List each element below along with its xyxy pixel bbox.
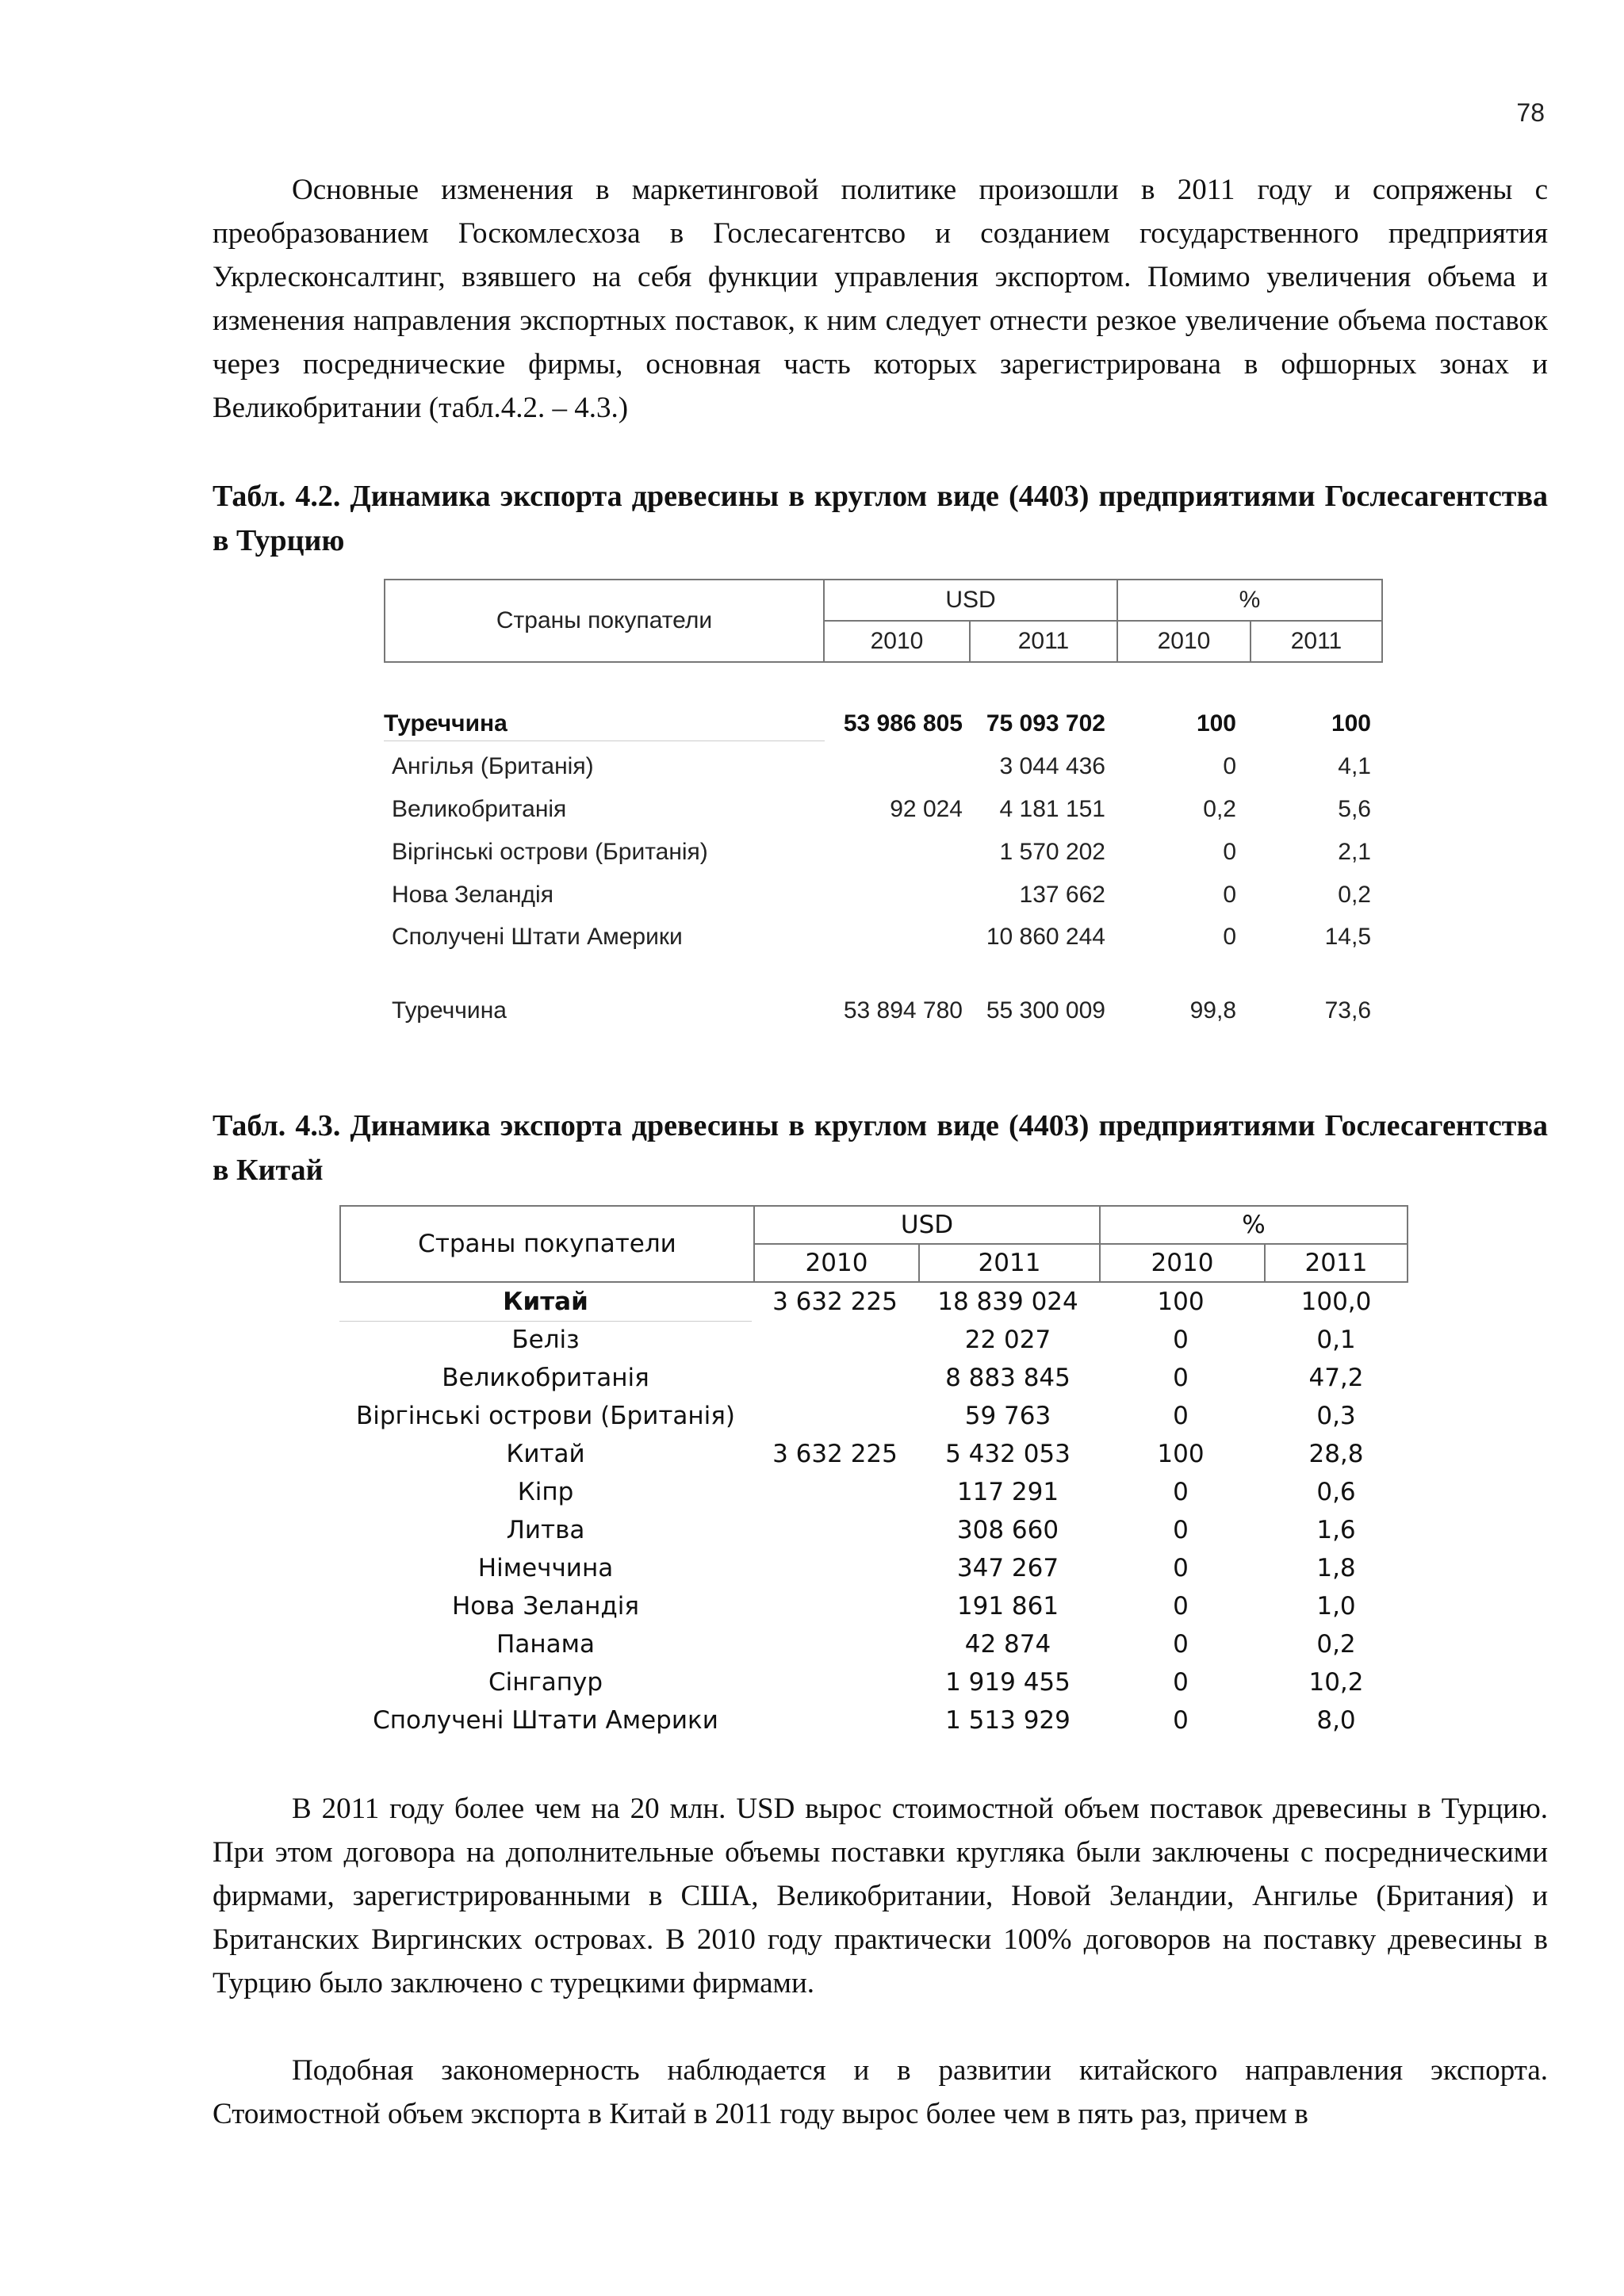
cell-usd-2011: 308 660: [956, 1516, 1059, 1544]
cell-usd-2010: [828, 917, 963, 957]
cell-pct-2011: 0,3: [1316, 1402, 1356, 1430]
cell-pct-2011: 14,5: [1324, 924, 1371, 950]
table-43: [339, 1205, 1408, 1744]
cell-pct-2011: 0,1: [1316, 1326, 1356, 1354]
cell-pct-2010: 99,8: [1189, 997, 1236, 1024]
cell-usd-2010: [752, 1359, 918, 1397]
cell-pct-2010: 100: [1157, 1288, 1205, 1316]
cell-usd-2011: 55 300 009: [986, 997, 1105, 1024]
cell-pct-2011: 1,0: [1316, 1592, 1356, 1621]
cell-usd-2010: [752, 1321, 918, 1359]
cell-usd-2011: 59 763: [964, 1402, 1051, 1430]
cell-usd-2011: 75 093 702: [986, 710, 1105, 737]
cell-pct-2011: 0,2: [1316, 1630, 1356, 1659]
table-42-title: Табл. 4.2. Динамика экспорта древесины в круглом виде (4403) предприятиями Гослесагентства в Турцию: [213, 480, 1548, 557]
table-row: [384, 790, 1383, 829]
cell-usd-2010: [752, 1511, 918, 1549]
header-usd-2011: 2011: [969, 620, 1118, 663]
cell-country: Німеччина: [477, 1554, 614, 1582]
cell-usd-2011: 3 044 436: [999, 753, 1105, 779]
cell-usd-2011: 22 027: [964, 1326, 1051, 1354]
cell-usd-2010: [828, 875, 963, 915]
cell-country: Сінгапур: [488, 1668, 603, 1697]
cell-country: Китай: [506, 1440, 585, 1468]
cell-usd-2011: 347 267: [956, 1554, 1059, 1582]
cell-pct-2011: 0,2: [1338, 882, 1371, 908]
cell-usd-2011: 5 432 053: [945, 1440, 1071, 1468]
header-buyers: Страны покупатели: [384, 579, 825, 663]
header-pct-2011: 2011: [1250, 620, 1383, 663]
cell-usd-2010: 53 986 805: [843, 710, 963, 737]
cell-pct-2010: 0: [1173, 1706, 1189, 1735]
cell-country: Великобританія: [442, 1364, 649, 1392]
cell-usd-2011: 1 919 455: [945, 1668, 1071, 1697]
table-row: [339, 1625, 1408, 1663]
cell-pct-2011: 0,6: [1316, 1478, 1356, 1506]
cell-usd-2011: 137 662: [1019, 882, 1105, 908]
header-pct-2011: 2011: [1264, 1243, 1408, 1283]
table-row: [339, 1283, 1408, 1321]
cell-pct-2011: 47,2: [1308, 1364, 1364, 1392]
cell-pct-2010: 0: [1173, 1516, 1189, 1544]
header-usd: USD: [823, 579, 1118, 622]
table-row: [384, 832, 1383, 872]
table-row: [339, 1701, 1408, 1739]
cell-usd-2010: [828, 832, 963, 872]
paragraph-china: Подобная закономерность наблюдается и в развитии китайского направления экспорта. Стоимостной объем экспорта в Китай в 2011 году вырос более чем в пять раз, причем в: [213, 2054, 1548, 2130]
cell-usd-2010: 3 632 225: [772, 1440, 898, 1468]
cell-usd-2011: 18 839 024: [937, 1288, 1078, 1316]
cell-usd-2010: [752, 1701, 918, 1739]
cell-pct-2010: 100: [1157, 1440, 1205, 1468]
cell-usd-2010: [752, 1587, 918, 1625]
row-underline: [384, 740, 825, 741]
cell-pct-2011: 2,1: [1338, 839, 1371, 865]
table-row: [339, 1435, 1408, 1473]
cell-country: Туреччина: [384, 710, 508, 737]
cell-country: Беліз: [511, 1326, 580, 1354]
cell-country: Віргінські острови (Британія): [355, 1402, 736, 1430]
page-number: 78: [1516, 98, 1545, 127]
table-43-title: Табл. 4.3. Динамика экспорта древесины в круглом виде (4403) предприятиями Гослесагентства в Китай: [213, 1109, 1548, 1187]
cell-pct-2010: 0: [1223, 882, 1236, 908]
table-row: [339, 1663, 1408, 1701]
table-row: [339, 1587, 1408, 1625]
cell-pct-2010: 0: [1173, 1402, 1189, 1430]
cell-country: Сполучені Штати Америки: [373, 1706, 718, 1735]
header-pct: %: [1116, 579, 1383, 622]
header-usd-2010: 2010: [823, 620, 971, 663]
header-buyers: Страны покупатели: [339, 1205, 755, 1283]
cell-country: Туреччина: [392, 997, 507, 1024]
cell-usd-2010: 53 894 780: [843, 997, 963, 1024]
cell-usd-2011: 42 874: [964, 1630, 1051, 1659]
cell-pct-2011: 4,1: [1338, 753, 1371, 779]
cell-country: Нова Зеландія: [451, 1592, 640, 1621]
cell-pct-2010: 0,2: [1203, 796, 1236, 822]
table-42: [384, 579, 1383, 1054]
cell-usd-2011: 191 861: [956, 1592, 1059, 1621]
header-pct-2010: 2010: [1116, 620, 1251, 663]
table-row: [384, 747, 1383, 786]
cell-pct-2010: 0: [1173, 1364, 1189, 1392]
header-pct: %: [1099, 1205, 1408, 1245]
cell-pct-2010: 0: [1173, 1630, 1189, 1659]
table-row: [384, 917, 1383, 957]
cell-pct-2010: 0: [1223, 924, 1236, 950]
cell-usd-2011: 1 513 929: [945, 1706, 1071, 1735]
cell-pct-2010: 0: [1223, 839, 1236, 865]
table-row: [339, 1321, 1408, 1359]
cell-pct-2010: 0: [1173, 1326, 1189, 1354]
cell-usd-2010: [752, 1625, 918, 1663]
cell-pct-2010: 100: [1196, 710, 1236, 737]
cell-usd-2011: 8 883 845: [945, 1364, 1071, 1392]
header-usd: USD: [753, 1205, 1101, 1245]
cell-usd-2011: 10 860 244: [986, 924, 1105, 950]
cell-pct-2011: 73,6: [1324, 997, 1371, 1024]
cell-pct-2011: 1,6: [1316, 1516, 1356, 1544]
cell-usd-2011: 4 181 151: [999, 796, 1105, 822]
cell-country: Литва: [506, 1516, 585, 1544]
header-pct-2010: 2010: [1099, 1243, 1266, 1283]
cell-usd-2010: [752, 1549, 918, 1587]
cell-pct-2010: 0: [1173, 1478, 1189, 1506]
paragraph-intro: Основные изменения в маркетинговой политике произошли в 2011 году и сопряжены с преобразованием Госкомлесхоза в Гослесагентсво и созданием государственного предприятия Укрлесконсалтинг, взявшего на себя функции управления экспортом. Помимо увеличения объема и изменения направления экспортных поставок, к ним следует отнести резкое увеличение объема поставок через посреднические фирмы, основная часть которых зарегистрирована в офшорных зонах и Великобритании (табл.4.2. – 4.3.): [213, 174, 1548, 424]
cell-usd-2010: [752, 1397, 918, 1435]
cell-pct-2010: 0: [1173, 1592, 1189, 1621]
cell-usd-2010: [828, 747, 963, 786]
cell-country: Китай: [503, 1288, 588, 1316]
cell-usd-2010: [752, 1663, 918, 1701]
cell-country: Сполучені Штати Америки: [392, 924, 683, 950]
cell-country: Віргінські острови (Британія): [392, 839, 708, 865]
cell-pct-2010: 0: [1173, 1554, 1189, 1582]
cell-pct-2011: 1,8: [1316, 1554, 1356, 1582]
cell-pct-2011: 100,0: [1300, 1288, 1372, 1316]
table-row: [339, 1511, 1408, 1549]
table-row: [339, 1359, 1408, 1397]
cell-country: Кіпр: [517, 1478, 574, 1506]
table-42-header: [384, 579, 1383, 663]
cell-country: Панама: [496, 1630, 595, 1659]
cell-country: Нова Зеландія: [392, 882, 553, 908]
cell-pct-2010: 0: [1173, 1668, 1189, 1697]
cell-country: Ангілья (Британія): [392, 753, 594, 779]
header-usd-2010: 2010: [753, 1243, 920, 1283]
cell-usd-2011: 1 570 202: [999, 839, 1105, 865]
cell-pct-2011: 5,6: [1338, 796, 1371, 822]
cell-pct-2010: 0: [1223, 753, 1236, 779]
cell-usd-2011: 117 291: [956, 1478, 1059, 1506]
table-row: [339, 1549, 1408, 1587]
paragraph-turkey: В 2011 году более чем на 20 млн. USD вырос стоимостной объем поставок древесины в Турцию. При этом договора на дополнительные объемы поставки кругляка были заключены с посредническими фирмами, зарегистрированными в США, Великобритании, Новой Зеландии, Ангилье (Британия) и Британских Виргинских островах. В 2010 году практически 100% договоров на поставку древесины в Турцию было заключено с турецкими фирмами.: [213, 1793, 1548, 1999]
header-usd-2011: 2011: [918, 1243, 1101, 1283]
cell-country: Великобританія: [392, 796, 567, 822]
table-row: [339, 1397, 1408, 1435]
cell-usd-2010: 92 024: [890, 796, 963, 822]
cell-usd-2010: [752, 1473, 918, 1511]
table-row: [384, 704, 1383, 744]
cell-pct-2011: 10,2: [1308, 1668, 1364, 1697]
table-row: [339, 1473, 1408, 1511]
table-row: [384, 991, 1383, 1031]
cell-usd-2010: 3 632 225: [772, 1288, 898, 1316]
cell-pct-2011: 100: [1331, 710, 1371, 737]
cell-pct-2011: 28,8: [1308, 1440, 1364, 1468]
cell-pct-2011: 8,0: [1316, 1706, 1356, 1735]
table-row: [384, 875, 1383, 915]
